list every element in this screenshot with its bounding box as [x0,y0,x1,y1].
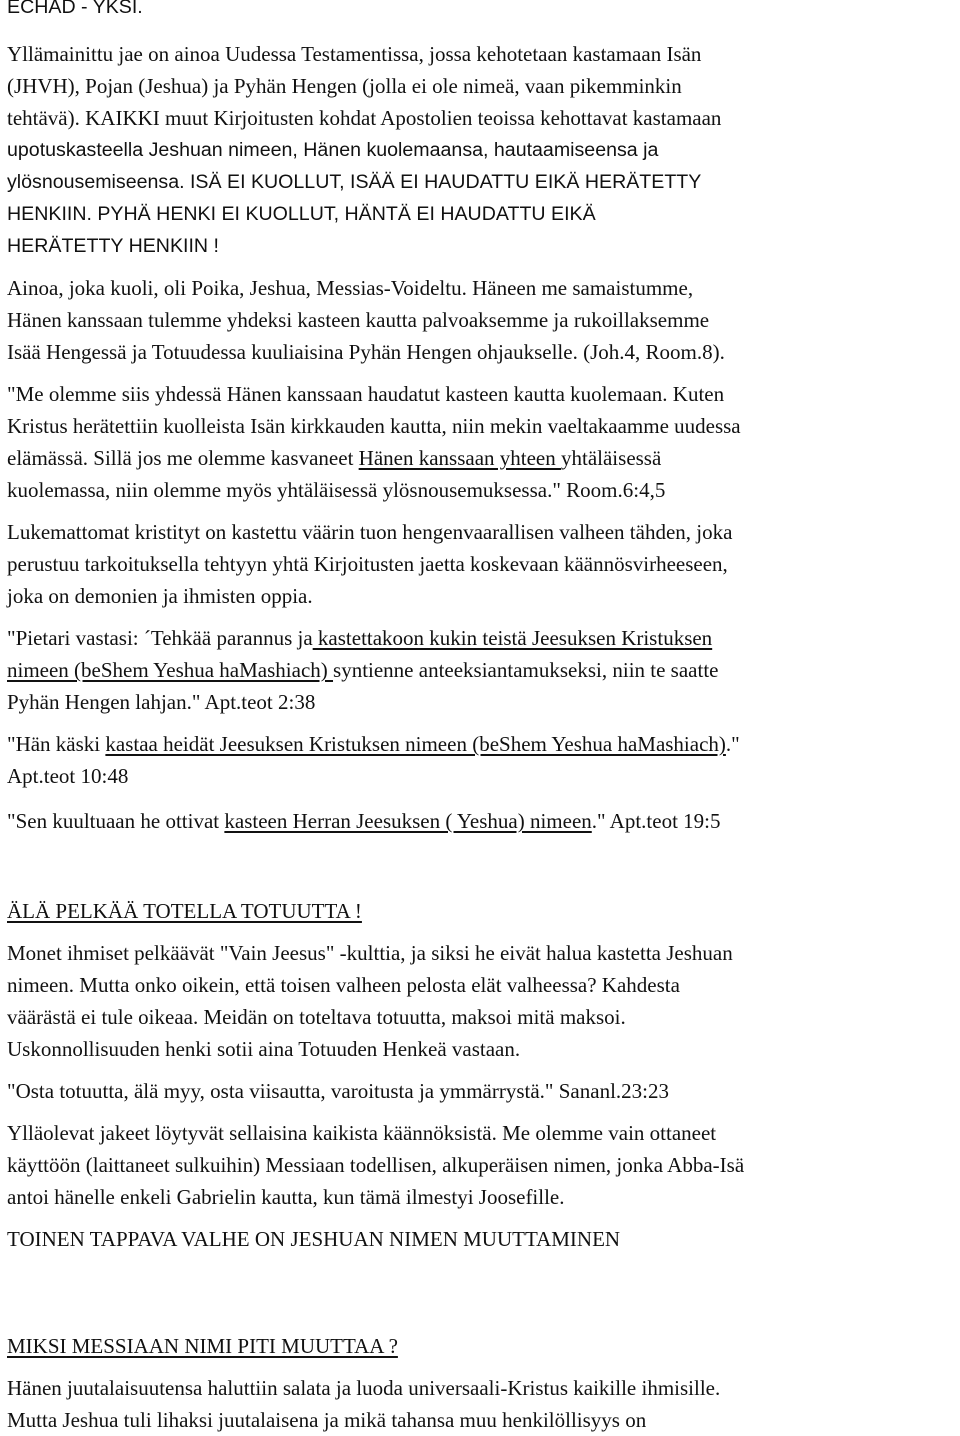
text-line [7,937,733,969]
text-segment: Ylläolevat jakeet löytyvät sellaisina kaikista käännöksistä. Me olemme vain ottaneet [7,1121,717,1145]
text-segment: HERÄTETTY HENKIIN ! [7,235,219,257]
text-segment: "Osta totuutta, älä myy, osta viisautta, varoitusta ja ymmärrystä." Sananl.23:23 [7,1079,669,1103]
text-segment: "Pietari vastasi: ´Tehkää parannus ja [7,626,313,650]
text-segment: perustuu tarkoituksella tehtyyn yhtä Kirjoitusten jaetta koskevaan käännösvirheeseen, [7,552,728,576]
text-line [7,230,219,262]
underlined-text: Hänen kanssaan yhteen [358,446,561,470]
text-segment: TOINEN TAPPAVA VALHE ON JESHUAN NIMEN MUUTTAMINEN [7,1227,621,1251]
text-segment: Apt.teot 10:48 [7,764,129,788]
text-segment: Yllämainittu jae on ainoa Uudessa Testamentissa, jossa kehotetaan kastamaan Isän [7,42,702,66]
text-segment: "Me olemme siis yhdessä Hänen kanssaan haudatut kasteen kautta kuolemaan. Kuten [7,382,725,406]
text-line [7,1075,669,1107]
text-line [7,1404,646,1436]
text-line [7,1372,720,1404]
text-line [7,442,661,474]
text-segment: Isää Hengessä ja Totuudessa kuuliaisina Pyhän Hengen ohjaukselle. (Joh.4, Room.8). [7,340,725,364]
text-line [7,516,732,548]
text-line [7,198,596,230]
text-segment: ECHAD - YKSI. [7,0,143,18]
text-line [7,378,724,410]
text-line [7,969,680,1001]
text-segment: "Sen kuultuaan he ottivat [7,809,225,833]
document-title [7,0,143,23]
text-segment: ylösnousemiseensa. ISÄ EI KUOLLUT, ISÄÄ EI HAUDATTU EIKÄ HERÄTETTY [7,171,702,193]
text-segment: yhtäläisessä [561,446,662,470]
text-segment: (JHVH), Pojan (Jeshua) ja Pyhän Hengen (jolla ei ole nimeä, vaan pikemminkin [7,74,682,98]
text-line [7,272,693,304]
text-segment: kuolemassa, niin olemme myös yhtäläisessä ylösnousemuksessa." Room.6:4,5 [7,478,666,502]
text-line [7,38,701,70]
text-segment: Hänen juutalaisuutensa haluttiin salata ja luoda universaali-Kristus kaikille ihmisille. [7,1376,721,1400]
text-segment: ." Apt.teot 19:5 [591,809,721,833]
text-line [7,102,721,134]
text-segment: Uskonnollisuuden henki sotii aina Totuuden Henkeä vastaan. [7,1037,521,1061]
underlined-text: kastettakoon kukin teistä Jeesuksen Kristuksen [312,626,713,650]
text-line [7,686,315,718]
text-line [7,1117,716,1149]
text-segment: Ainoa, joka kuoli, oli Poika, Jeshua, Messias-Voideltu. Häneen me samaistumme, [7,276,694,300]
text-segment: Mutta Jeshua tuli lihaksi juutalaisena ja mikä tahansa muu henkilöllisyys on [7,1408,647,1432]
underlined-text: kastaa heidät Jeesuksen Kristuksen nimeen (beShem Yeshua haMashiach) [105,732,726,756]
text-segment: Monet ihmiset pelkäävät "Vain Jeesus" -kulttia, ja siksi he eivät halua kastetta Jeshuan [7,941,733,965]
underlined-text: ÄLÄ PELKÄÄ TOTELLA TOTUUTTA ! [7,899,362,923]
text-line [7,622,712,654]
text-line [7,1149,744,1181]
text-segment: Lukemattomat kristityt on kastettu väärin tuon hengenvaarallisen valheen tähden, joka [7,520,733,544]
text-segment: HENKIIN. PYHÄ HENKI EI KUOLLUT, HÄNTÄ EI HAUDATTU EIKÄ [7,203,596,225]
text-segment: Kristus herätettiin kuolleista Isän kirkkauden kautta, niin mekin vaeltakaamme uudessa [7,414,741,438]
text-segment: joka on demonien ja ihmisten oppia. [7,584,313,608]
text-segment: antoi hänelle enkeli Gabrielin kautta, kun tämä ilmestyi Joosefille. [7,1185,565,1209]
text-segment: käyttöön (laittaneet sulkuihin) Messiaan todellisen, alkuperäisen nimen, jonka Abba-Isä [7,1153,745,1177]
text-line [7,895,362,927]
text-line [7,760,128,792]
text-line [7,548,728,580]
underlined-text: nimeen (beShem Yeshua haMashiach) [7,658,334,682]
text-line [7,134,658,166]
text-line [7,1001,626,1033]
text-line [7,304,709,336]
text-segment: nimeen. Mutta onko oikein, että toisen valheen pelosta elät valheessa? Kahdesta [7,973,680,997]
text-segment: syntienne anteeksiantamukseksi, niin te saatte [333,658,719,682]
text-segment: Hänen kanssaan tulemme yhdeksi kasteen kautta palvoaksemme ja rukoillaksemme [7,308,710,332]
text-line [7,474,665,506]
text-line [7,166,701,198]
text-segment: "Hän käski [7,732,106,756]
text-line [7,580,313,612]
text-line [7,410,741,442]
text-segment: ." [725,732,740,756]
text-segment: tehtävä). KAIKKI muut Kirjoitusten kohdat Apostolien teoissa kehottavat kastamaan [7,106,722,130]
text-line [7,1181,565,1213]
text-line [7,728,740,760]
text-segment: upotuskasteella Jeshuan nimeen, Hänen kuolemaansa, hautaamiseensa ja [7,139,659,161]
text-line [7,70,682,102]
text-line [7,1033,520,1065]
text-line [7,1330,398,1362]
text-line [7,336,725,368]
underlined-text: kasteen Herran Jeesuksen ( Yeshua) nimeen [224,809,592,833]
text-line [7,805,721,837]
text-segment: Pyhän Hengen lahjan." Apt.teot 2:38 [7,690,316,714]
text-line [7,1223,620,1255]
text-line [7,654,719,686]
text-segment: elämässä. Sillä jos me olemme kasvaneet [7,446,359,470]
text-segment: väärästä ei tule oikeaa. Meidän on toteltava totuutta, maksoi mitä maksoi. [7,1005,626,1029]
underlined-text: MIKSI MESSIAAN NIMI PITI MUUTTAA ? [7,1334,398,1358]
